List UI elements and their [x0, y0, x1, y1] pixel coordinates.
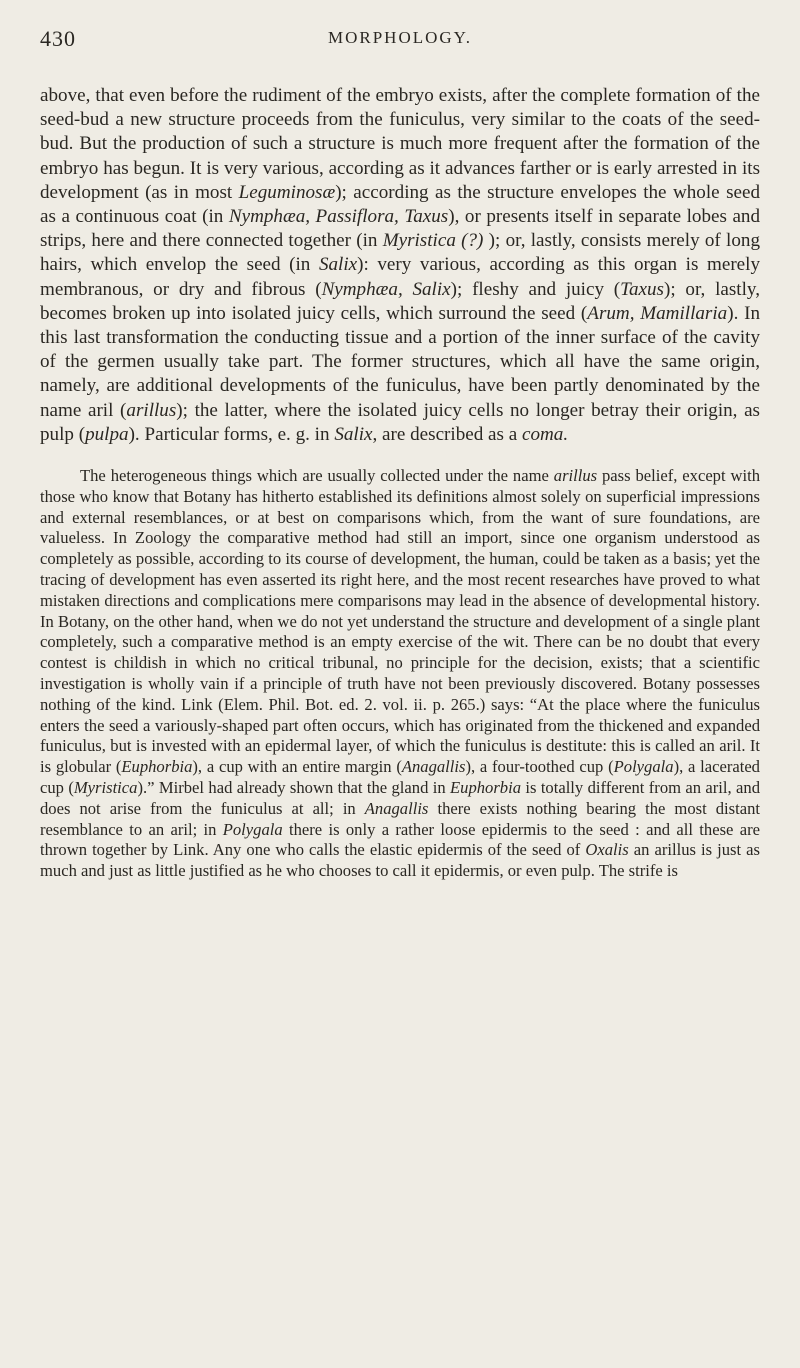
running-title: MORPHOLOGY. [327, 28, 472, 47]
italic-text-run: Taxus [620, 278, 664, 300]
text-run: , are described as a [372, 423, 522, 445]
italic-text-run: Myristica (?) [382, 230, 484, 252]
text-run: an arillus is just as much and just as little justified as he who chooses to call it epidermis, or even pulp. The strife is [40, 840, 760, 881]
text-run: ), a lacerated cup ( [40, 757, 760, 797]
text-run: ), or presents itself in separate lobes and strips, here and there connected together (in [40, 206, 761, 252]
text-run: ).” Mirbel had already shown that the gland in [137, 778, 451, 797]
italic-text-run: Nymphæa, Passiflora, Taxus [228, 206, 449, 228]
text-run: ). Particular forms, e. g. in [128, 423, 335, 445]
text-run: above, that even before the rudiment of the embryo exists, after the complete formation of the seed-bud a new structure proceeds from the funiculus, very similar to the coats of the seed-bud. But the production of such a structure is much more frequent after the formation of the embryo has begun. It is very various, according as it advances farther or is early arrested in its development (as in most [40, 85, 760, 203]
italic-text-run: Nymphæa, Salix [321, 278, 451, 300]
text-run: ); fleshy and juicy ( [450, 278, 621, 300]
italic-text-run: arillus [126, 399, 177, 421]
text-run: there exists nothing bearing the most distant resemblance to an aril; in [40, 798, 760, 839]
italic-text-run: Salix [318, 254, 358, 276]
italic-text-run: Anagallis [364, 798, 429, 818]
text-run: pass belief, except with those who know that Botany has hitherto established its definitions almost solely on superficial impressions and external resemblances, or at best on comparisons which, from the want of sure foundations, are valueless. In Zoology the comparative method had still an import, since one organism understood as completely as possible, according to its course of development, the human, could be taken as a basis; yet the tracing of development has even asserted its right here, and the most recent researches have proved to what mistaken directions and complications mere comparisons may lead in the absence of developmental history. In Botany, on the other hand, when we do not yet understand the structure and development of a single plant completely, such a comparative method is an empty exercise of the wit. There can be no doubt that every contest is childish in which no critical tribunal, no principle for the decision, exists; that a scientific investigation is wholly vain if a principle of truth have not been previously discovered. Botany possesses nothing of the kind. Link (Elem. Phil. Bot. ed. 2. vol. ii. p. 265.) says: “At the place where the funiculus enters the seed a variously-shaped part often occurs, which has originated from the thickened and expanded funiculus, but is invested with an epidermal layer, of which the funiculus is destitute: this is called an aril. It is globular ( [40, 466, 760, 777]
italic-text-run: Myristica [73, 778, 138, 797]
text-run: ); the latter, where the isolated juicy cells no longer betray their origin, as pulp ( [40, 399, 760, 445]
italic-text-run: pulpa [85, 423, 129, 445]
italic-text-run: Anagallis [401, 757, 466, 777]
italic-text-run: arillus [553, 466, 598, 486]
text-run: The heterogeneous things which are usually collected under the name [80, 466, 554, 486]
text-run: ); according as the structure envelopes the whole seed as a continuous coat (in [40, 181, 760, 228]
italic-text-run: Euphorbia [121, 757, 193, 777]
italic-text-run: Salix [334, 423, 373, 445]
running-head [40, 26, 760, 60]
body-text [40, 84, 760, 882]
italic-text-run: Euphorbia [450, 778, 522, 797]
text-run: ); or, lastly, consists merely of long hairs, which envelop the seed (in [40, 230, 760, 276]
page-number: 430 [40, 26, 76, 51]
text-run: ), a cup with an entire margin ( [192, 757, 402, 777]
italic-text-run: Arum, Mamillaria [587, 302, 728, 324]
footnote-paragraph [40, 466, 760, 882]
italic-text-run: Polygala [222, 819, 283, 839]
italic-text-run: Oxalis [585, 840, 629, 860]
book-page [40, 26, 760, 882]
italic-text-run: Polygala [613, 757, 674, 777]
text-run: ). In this last transformation the conducting tissue and a portion of the inner surface of the cavity of the germen usually take part. The former structures, which all have the same origin, namely, are additional developments of the funiculus, have been partly denominated by the name aril ( [40, 302, 760, 421]
italic-text-run: Leguminosæ [238, 181, 336, 203]
text-run: is totally different from an aril, and does not arise from the funiculus at all; in [40, 778, 760, 818]
text-run: ); or, lastly, becomes broken up into isolated juicy cells, which surround the seed ( [40, 278, 760, 324]
text-run: ): very various, according as this organ is merely membranous, or dry and fibrous ( [40, 254, 760, 300]
italic-text-run: coma. [522, 423, 569, 445]
body-paragraph [40, 84, 760, 447]
text-run: there is only a rather loose epidermis to the seed : and all these are thrown together by Link. Any one who calls the elastic epidermis of the seed of [40, 819, 760, 860]
text-run: ), a four-toothed cup ( [465, 757, 614, 777]
